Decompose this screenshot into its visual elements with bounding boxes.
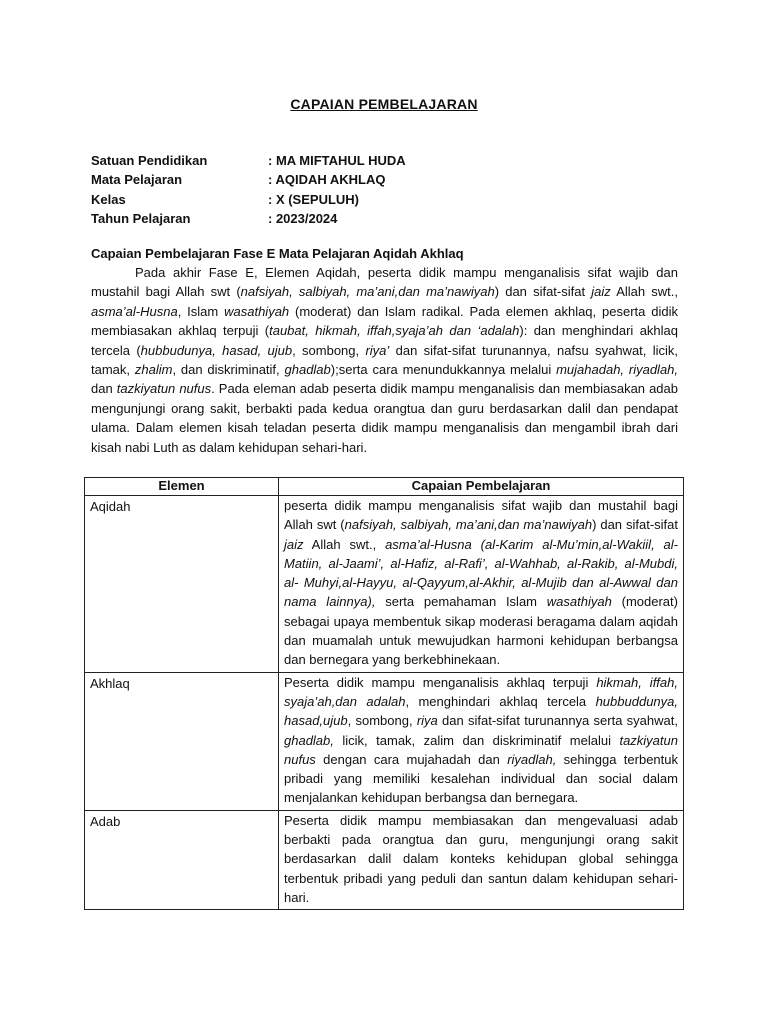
intro-span: , Islam [177,303,225,319]
page-title: CAPAIAN PEMBELAJARAN [290,96,478,112]
table-header-row [85,478,684,496]
intro-span: ) dan sifat-sifat [494,284,592,300]
column-header-capaian: Capaian Pembelajaran [279,478,684,496]
intro-span: dan sifat-sifat turunannya, nafsu syahwat, licik, tamak, [91,342,678,378]
element-cell: Aqidah [85,496,279,673]
outcome-cell [279,810,684,909]
outcome-italic-span: tazkiyatun nufus [284,732,678,767]
info-label: Satuan Pendidikan [91,153,208,168]
outcome-italic-span: ghadlab, [284,732,334,748]
info-row [91,209,406,228]
intro-italic-span: riya’ [365,342,390,358]
outcome-span: peserta didik mampu menganalisis sifat wajib dan mustahil bagi Allah swt ( [284,498,678,533]
element-cell: Akhlaq [85,672,279,810]
intro-italic-span: asma’al-Husna [91,303,178,319]
intro-span: Pada akhir Fase E, Elemen Aqidah, peserta didik mampu menganalisis sifat wajib dan mustahil bagi Allah swt ( [91,265,678,300]
intro-italic-span: wasathiyah [224,303,290,319]
intro-span: );serta cara menundukkannya melalui [330,362,557,378]
section-title: Capaian Pembelajaran Fase E Mata Pelajaran Aqidah Akhlaq [91,246,464,261]
info-value: : X (SEPULUH) [268,191,359,207]
element-cell: Adab [85,810,279,909]
intro-span: (moderat) dan Islam radikal. Pada elemen akhlaq, peserta didik membiasakan akhlaq terpuji ( [91,303,678,339]
intro-italic-span: tazkiyatun nufus [116,381,212,397]
outcome-span: , sombong, [347,713,417,729]
intro-span: . Pada eleman adab peserta didik mampu menganalisis dan membiasakan adab mengunjungi orang sakit, berbakti pada kedua orangtua dan guru berdasarkan dalil dan pendapat ulama. Dalam elemen kisah teladan peserta didik mampu menganalisis dan mengambil ibrah dari kisah nabi Luth as dalam kehidupan sehari-hari. [91,381,678,455]
outcome-italic-span: hikmah, iffah, syaja’ah,dan adalah [284,674,678,709]
intro-italic-span: mujahadah, riyadlah, [556,362,679,378]
intro-italic-span: jaiz [591,284,611,300]
intro-italic-span: hubbudunya, hasad, ujub [140,342,293,358]
outcome-span: Peserta didik mampu membiasakan dan mengevaluasi adab berbakti pada orangtua dan guru, mengunjungi orang sakit berdasarkan dalil dalam konteks kehidupan global sehingga terbentuk pribadi yang peduli dan santun dalam kehidupan sehari-hari. [284,812,678,905]
outcome-italic-span: asma’al-Husna (al-Karim al-Mu’min,al-Wakiil, al-Matiin, al-Jaami’, al-Hafiz, al-Rafi’, al-Wahhab, al-Rakib, al-Mubdi, al- Muhyi,al-Hayyu, al-Qayyum,al-Akhir, al-Mujib dan al-Awwal dan nama lainnya), [284,536,679,610]
info-label: Tahun Pelajaran [91,210,191,226]
outcome-span: licik, tamak, zalim dan diskriminatif melalui [333,732,620,748]
outcome-cell [279,496,684,673]
table-row [85,810,684,909]
info-value: : AQIDAH AKHLAQ [268,172,386,188]
outcome-italic-span: riyadlah, [507,751,557,767]
column-header-elemen: Elemen [85,478,279,496]
learning-outcomes-table [84,477,684,910]
intro-italic-span: zhalim [134,362,173,378]
info-label: Kelas [91,191,126,207]
info-label: Mata Pelajaran [91,172,183,188]
info-row [91,151,406,170]
table-row [85,496,684,673]
outcome-cell [279,672,684,810]
intro-paragraph [91,263,678,457]
intro-span: Allah swt., [610,284,679,300]
outcome-italic-span: nafsiyah, salbiyah, ma’ani,dan ma’nawiyah [344,517,593,533]
intro-italic-span: ghadlab [284,362,331,378]
intro-span: dan [91,381,117,397]
outcome-span: sehingga terbentuk pribadi yang memiliki kesalehan individual dan social dalam menjalankan kehidupan berbangsa dan bernegara. [284,751,678,806]
outcome-span: Peserta didik mampu menganalisis akhlaq terpuji [284,674,597,690]
outcome-span: dengan cara mujahadah dan [315,751,508,767]
info-value: : 2023/2024 [268,210,338,226]
intro-span: , sombong, [292,342,366,358]
outcome-italic-span: riya [416,713,438,729]
outcome-span: serta pemahaman Islam [375,594,547,610]
info-block [91,151,406,228]
intro-span: , dan diskriminatif, [172,362,285,378]
outcome-italic-span: wasathiyah [546,594,612,610]
info-row [91,170,406,189]
outcome-italic-span: jaiz [284,536,304,552]
outcome-span: , menghindari akhlaq tercela [405,693,596,709]
intro-span: ): dan menghindari akhlaq tercela ( [91,323,679,358]
outcome-italic-span: hubbuddunya, hasad,ujub [284,693,678,729]
info-value: : MA MIFTAHUL HUDA [268,153,406,168]
outcome-span: (moderat) sebagai upaya membentuk sikap moderasi beragama dalam aqidah dan muamalah untuk mewujudkan harmoni kehidupan berbangsa dan bernegara yang berkebhinekaan. [284,594,678,668]
outcome-span: ) dan sifat-sifat [592,517,678,533]
intro-italic-span: taubat, hikmah, iffah,syaja’ah dan ‘adalah [269,323,520,339]
outcome-span: dan sifat-sifat turunannya serta syahwat, [437,713,678,729]
intro-italic-span: nafsiyah, salbiyah, ma’ani,dan ma’nawiyah [240,284,495,300]
info-row [91,190,406,209]
outcome-span: Allah swt., [303,536,386,552]
table-row [85,672,684,810]
